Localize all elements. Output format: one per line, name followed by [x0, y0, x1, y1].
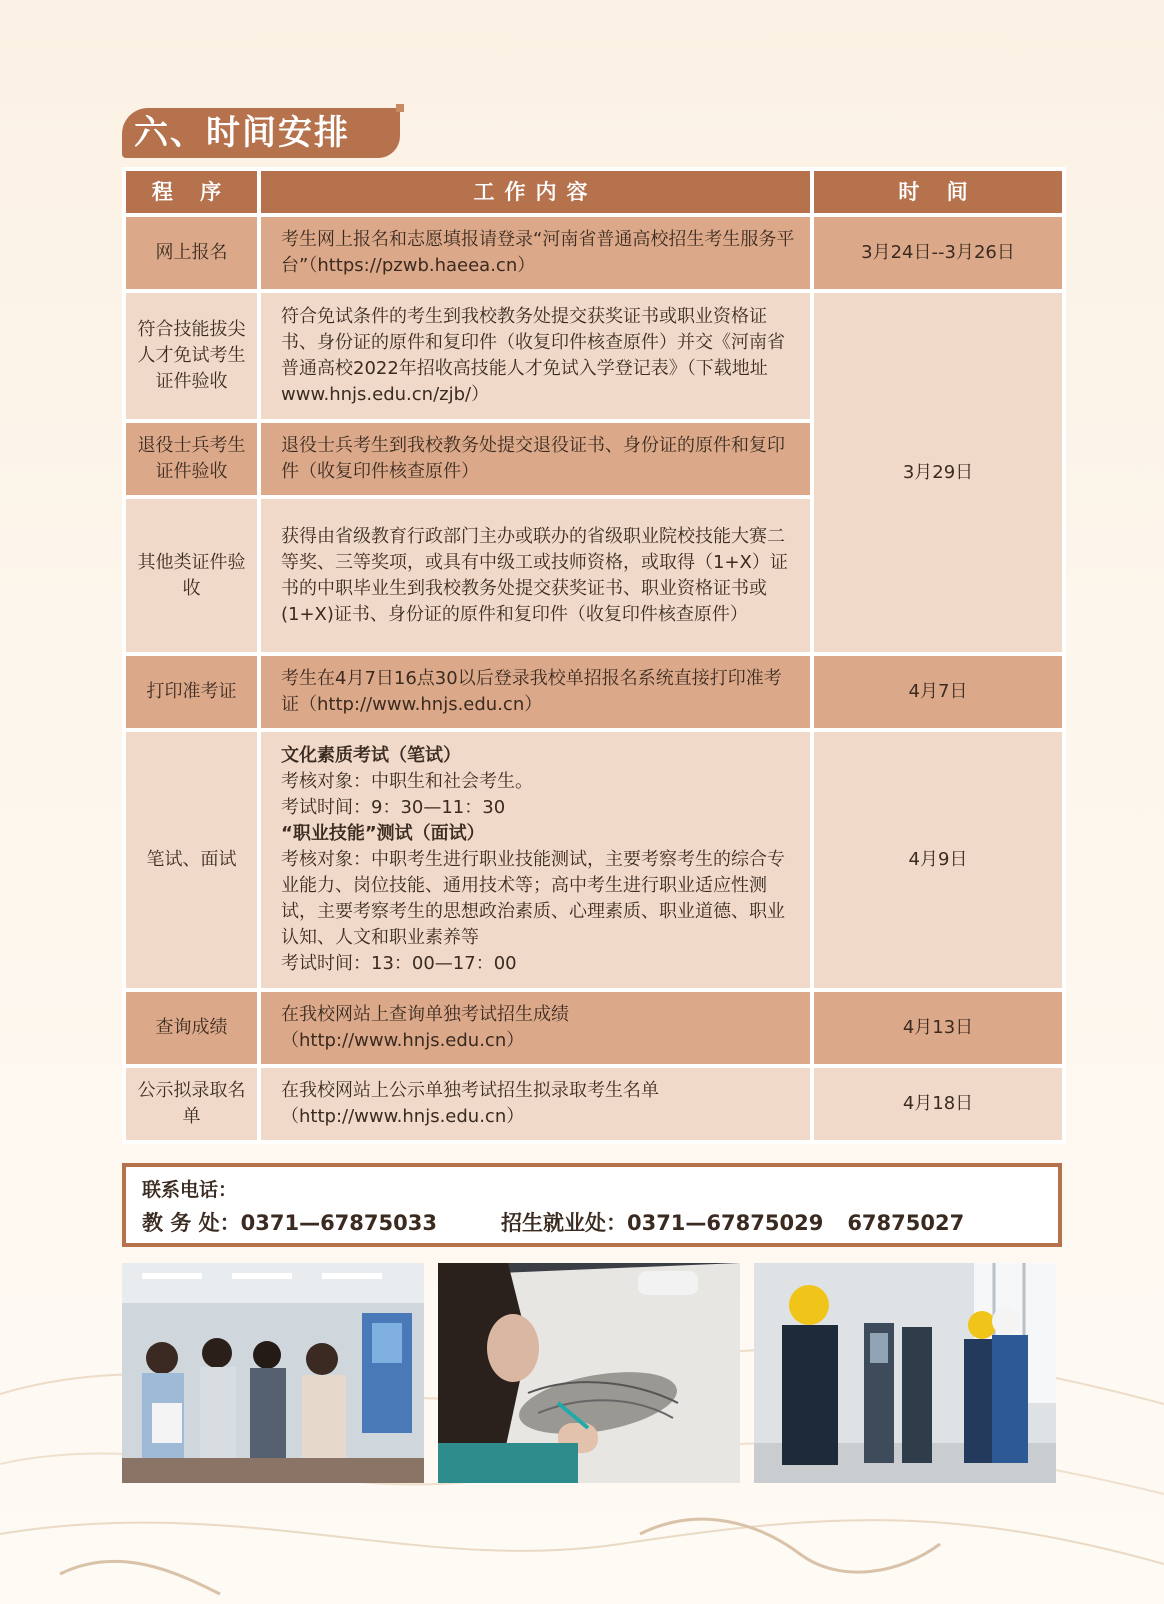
exam-interview-target: 考核对象：中职考生进行职业技能测试，主要考察考生的综合专业能力、岗位技能、通用技术等；高中考生进行职业适应性测试，主要考察考生的思想政治素质、心理素质、职业道德、职业认知、人文和职业素养等 [281, 849, 785, 948]
exam-written-time: 考试时间：9：30—11：30 [281, 797, 506, 818]
step-cell: 符合技能拔尖人才免试考生证件验收 [124, 291, 259, 421]
time-cell: 4月9日 [812, 730, 1064, 990]
content-cell: 考生网上报名和志愿填报请登录“河南省普通高校招生考生服务平台”（https://pzwb.haeea.cn） [259, 215, 812, 291]
table-row [124, 730, 1064, 990]
time-cell: 4月13日 [812, 990, 1064, 1066]
dept1-name: 教 务 处： [142, 1211, 241, 1235]
table-row [124, 291, 1064, 421]
dept2-phone: 0371—67875029 [626, 1211, 824, 1235]
table-row [124, 1066, 1064, 1142]
header-time: 时 间 [812, 169, 1064, 215]
section-title: 六、时间安排 [122, 108, 400, 158]
time-cell: 3月24日--3月26日 [812, 215, 1064, 291]
step-cell: 公示拟录取名单 [124, 1066, 259, 1142]
content-cell: 符合免试条件的考生到我校教务处提交获奖证书或职业资格证书、身份证的原件和复印件（收复印件核查原件）并交《河南省普通高校2022年招收高技能人才免试入学登记表》（下载地址www.hnjs.edu.cn/zjb/） [259, 291, 812, 421]
header-content: 工作内容 [259, 169, 812, 215]
schedule-table [122, 167, 1066, 1144]
step-cell: 打印准考证 [124, 654, 259, 730]
table-row [124, 990, 1064, 1066]
contact-phones [142, 1205, 1042, 1241]
content-cell [259, 730, 812, 990]
step-cell: 网上报名 [124, 215, 259, 291]
step-cell: 笔试、面试 [124, 730, 259, 990]
header-step: 程 序 [124, 169, 259, 215]
exam-interview-title: “职业技能”测试（面试） [281, 823, 485, 844]
dept2-phone2: 67875027 [847, 1211, 965, 1235]
content-cell: 获得由省级教育行政部门主办或联办的省级职业院校技能大赛二等奖、三等奖项，或具有中级工或技师资格，或取得（1+X）证书的中职毕业生到我校教务处提交获奖证书、职业资格证书或(1+X)证书、身份证的原件和复印件（收复印件核查原件） [259, 497, 812, 654]
dept2-name: 招生就业处： [500, 1211, 627, 1235]
table-row [124, 654, 1064, 730]
photo-electrical-training [754, 1263, 1056, 1483]
dept1-phone: 0371—67875033 [240, 1211, 437, 1235]
time-cell: 4月18日 [812, 1066, 1064, 1142]
content-cell: 在我校网站上公示单独考试招生拟录取考生名单（http://www.hnjs.edu.cn） [259, 1066, 812, 1142]
exam-written-title: 文化素质考试（笔试） [281, 745, 461, 766]
step-cell: 其他类证件验收 [124, 497, 259, 654]
content-cell: 在我校网站上查询单独考试招生成绩（http://www.hnjs.edu.cn） [259, 990, 812, 1066]
table-header-row [124, 169, 1064, 215]
content-cell: 退役士兵考生到我校教务处提交退役证书、身份证的原件和复印件（收复印件核查原件） [259, 421, 812, 497]
step-cell: 查询成绩 [124, 990, 259, 1066]
exam-interview-time: 考试时间：13：00—17：00 [281, 953, 517, 974]
content-cell: 考生在4月7日16点30以后登录我校单招报名系统直接打印准考证（http://www.hnjs.edu.cn） [259, 654, 812, 730]
contact-box [122, 1163, 1062, 1247]
contact-label: 联系电话： [142, 1179, 238, 1201]
time-cell: 3月29日 [812, 291, 1064, 654]
time-cell: 4月7日 [812, 654, 1064, 730]
photo-sketch-drawing [438, 1263, 740, 1483]
exam-written-target: 考核对象：中职生和社会考生。 [281, 771, 533, 792]
photo-students-consultation [122, 1263, 424, 1483]
table-row [124, 215, 1064, 291]
step-cell: 退役士兵考生证件验收 [124, 421, 259, 497]
